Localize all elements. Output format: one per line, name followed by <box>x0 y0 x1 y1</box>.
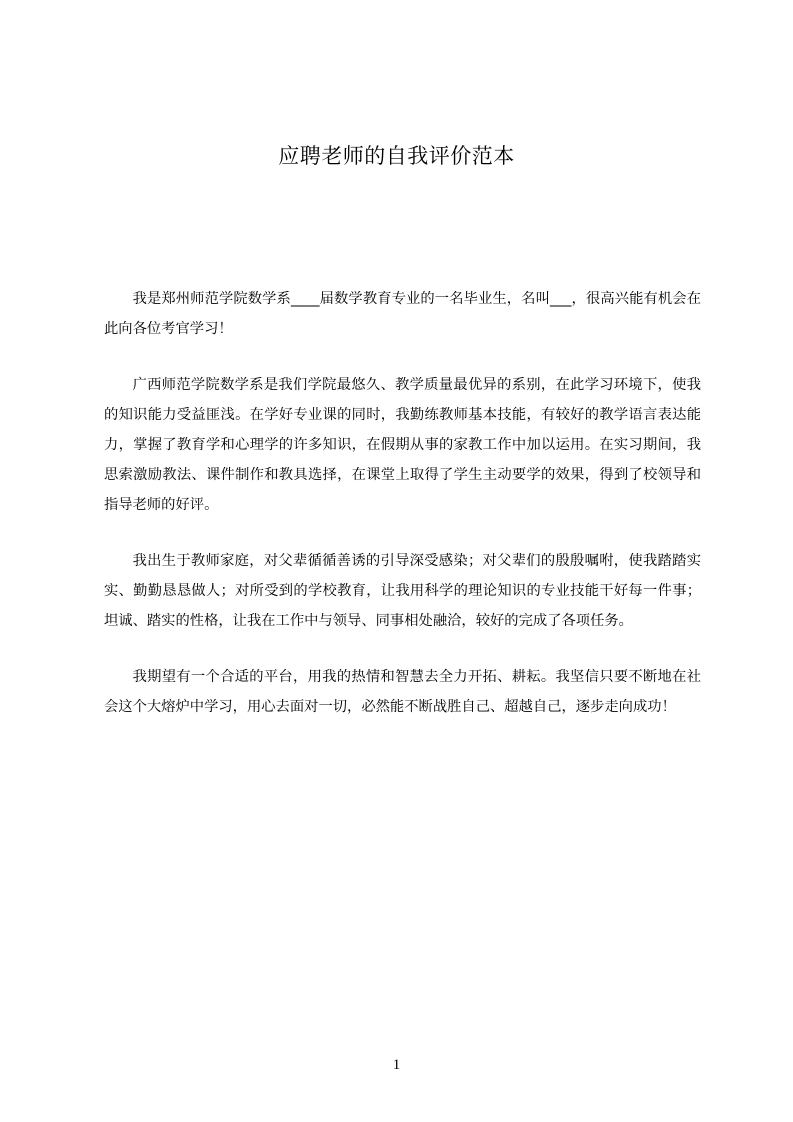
page-number: 1 <box>392 1057 401 1073</box>
paragraph-aspiration: 我期望有一个合适的平台，用我的热情和智慧去全力开拓、耕耘。我坚信只要不断地在社会这个大熔炉中学习，用心去面对一切，必然能不断战胜自己、超越自己，逐步走向成功！ <box>104 669 701 715</box>
paragraph-introduction: 我是郑州师范学院数学系____届数学教育专业的一名毕业生，名叫___，很高兴能有机会在此向各位考官学习！ <box>104 291 701 337</box>
document-title: 应聘老师的自我评价范本 <box>278 144 515 168</box>
document-body <box>104 284 701 748</box>
paragraph-family-background: 我出生于教师家庭，对父辈循循善诱的引导深受感染；对父辈们的殷殷嘱咐，使我踏踏实实、勤勤恳恳做人；对所受到的学校教育，让我用科学的理论知识的专业技能干好每一件事；坦诚、踏实的性格，让我在工作中与领导、同事相处融洽，较好的完成了各项任务。 <box>104 553 701 629</box>
paragraph-education: 广西师范学院数学系是我们学院最悠久、教学质量最优异的系别，在此学习环境下，使我的知识能力受益匪浅。在学好专业课的同时，我勤练教师基本技能，有较好的教学语言表达能力，掌握了教育学和心理学的许多知识，在假期从事的家教工作中加以运用。在实习期间，我思索激励教法、课件制作和教具选择，在课堂上取得了学生主动要学的效果，得到了校领导和指导老师的好评。 <box>104 377 701 513</box>
